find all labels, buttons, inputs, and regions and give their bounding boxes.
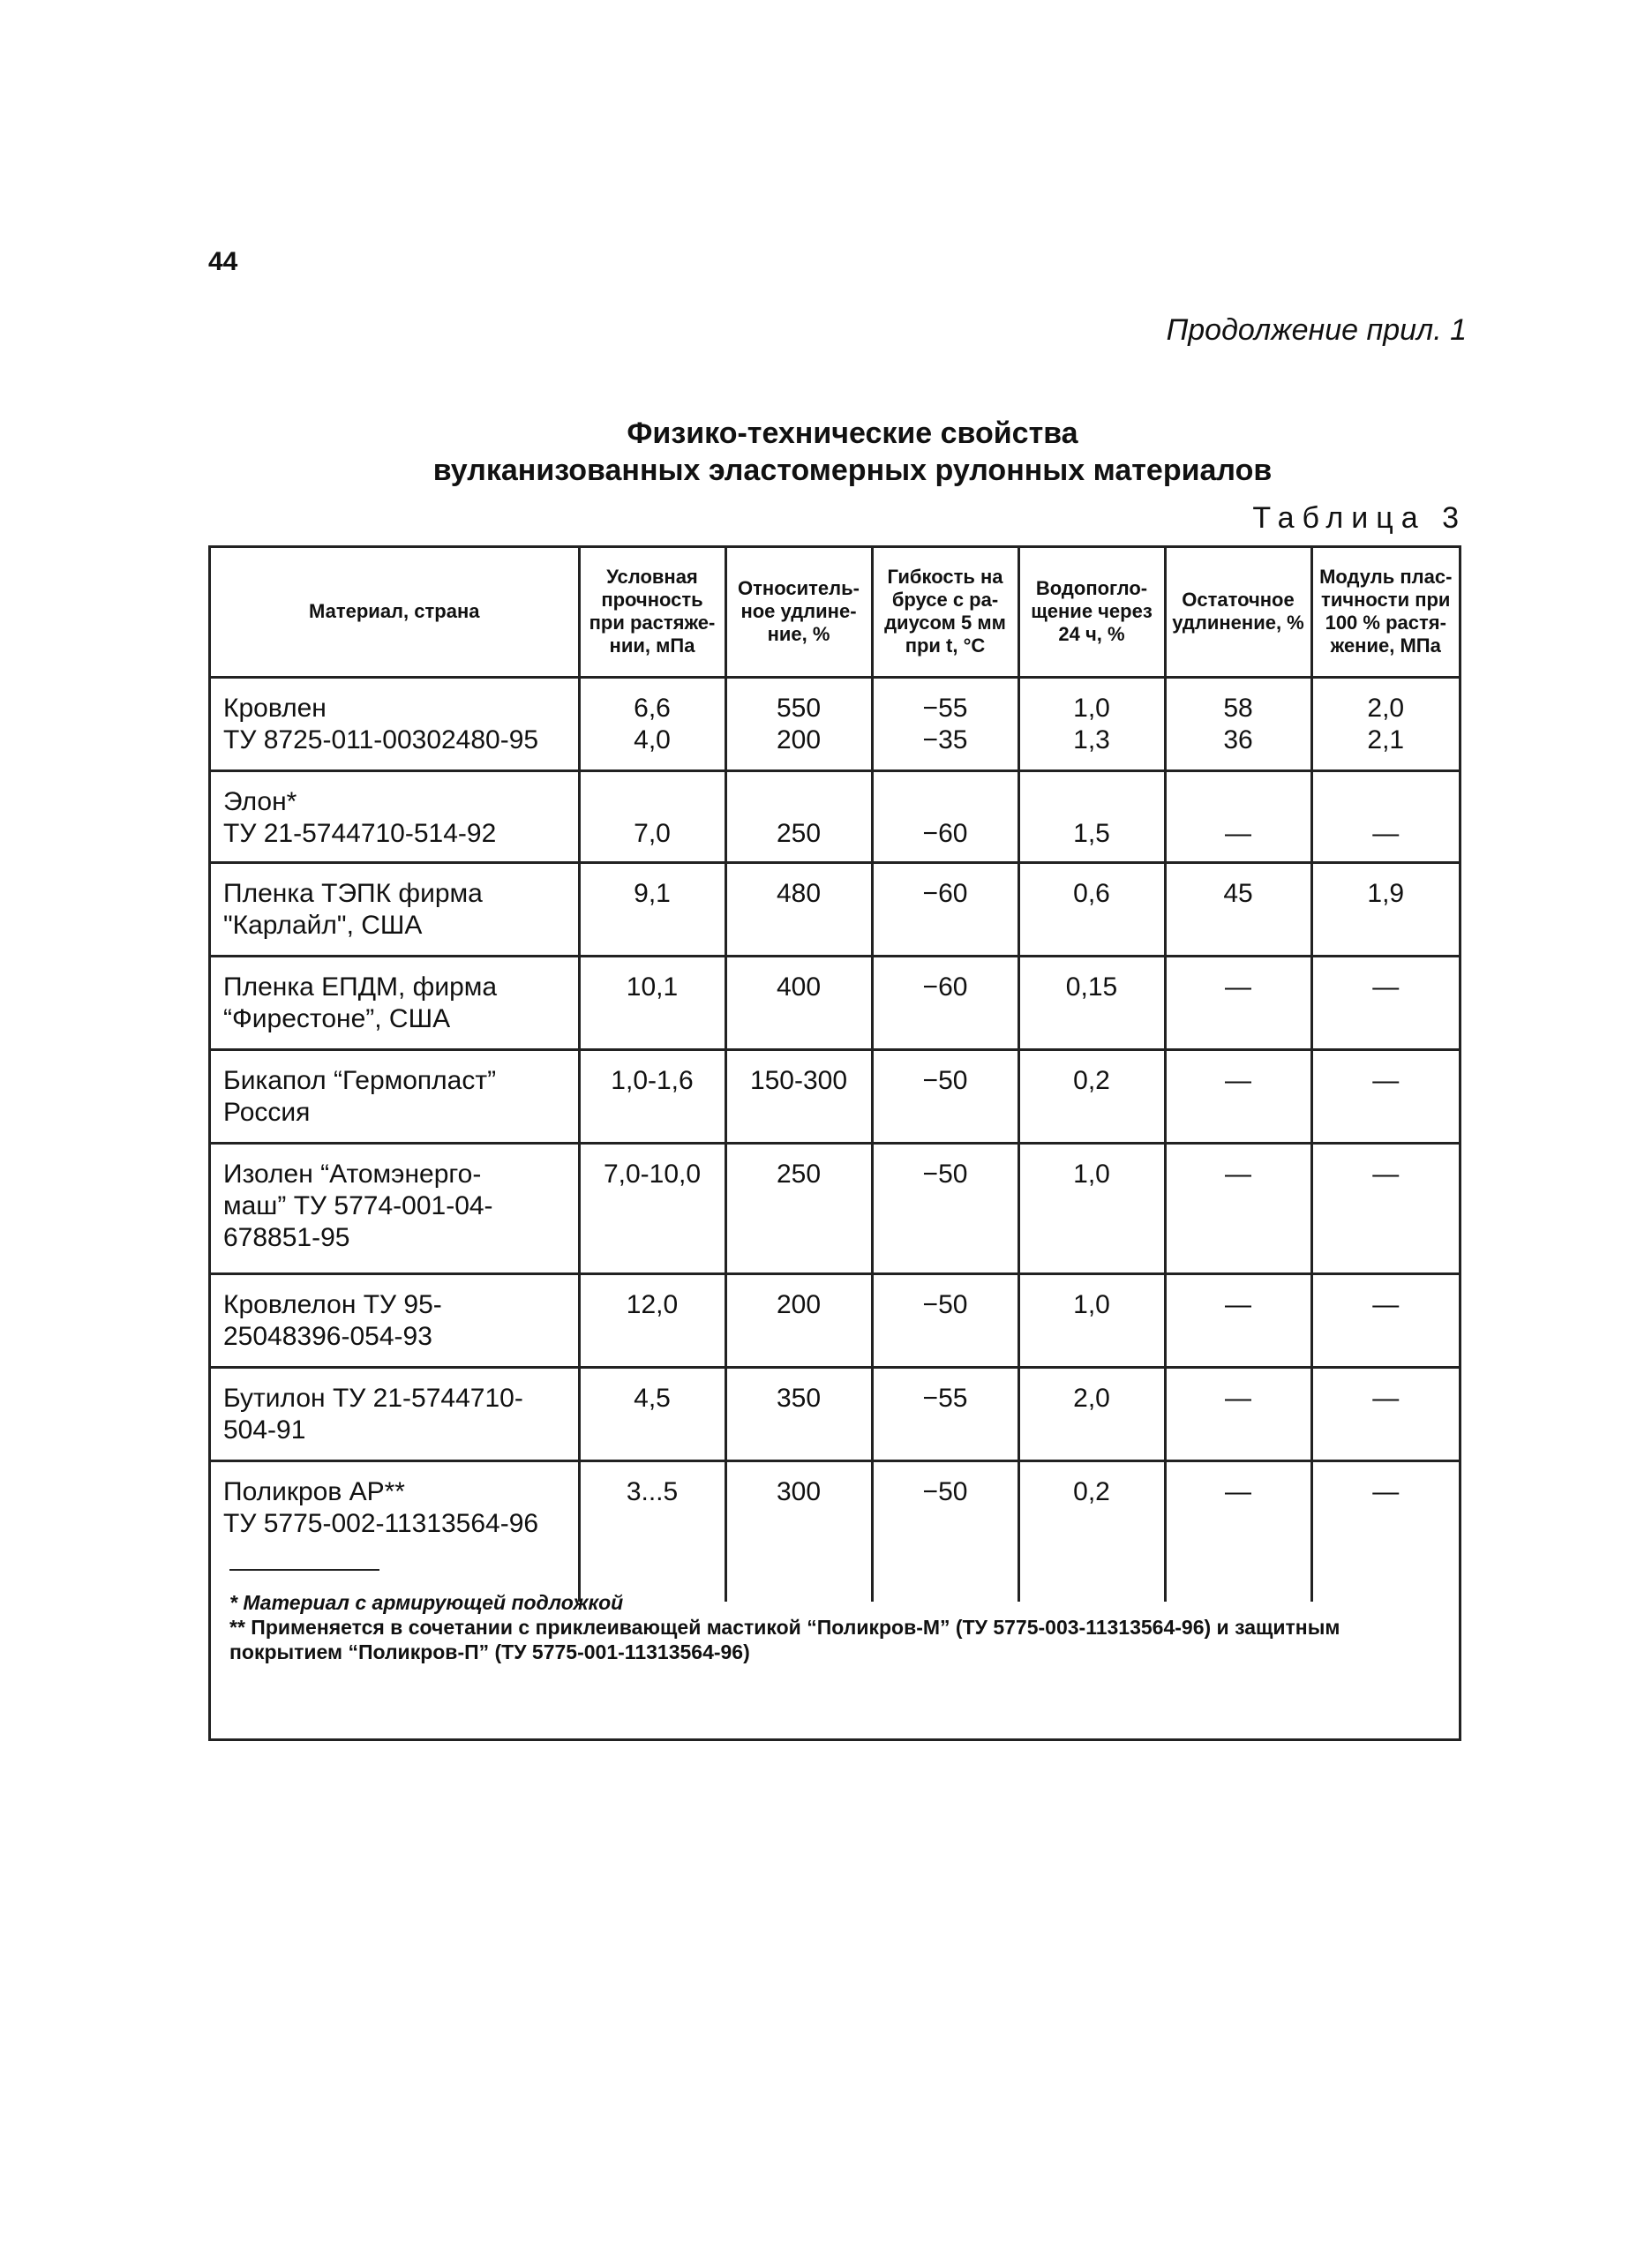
footnote-divider: [229, 1569, 379, 1571]
cell-material: [211, 1273, 579, 1367]
cell-line: 2,1: [1367, 724, 1405, 754]
cell-line: —: [1372, 1383, 1400, 1413]
cell-line: 3...5: [626, 1476, 679, 1506]
cell-residual: [1165, 770, 1311, 862]
cell-line: −55: [922, 1383, 968, 1413]
cell-line: —: [1225, 1476, 1251, 1506]
cell-material: [211, 1460, 579, 1602]
cell-flexibility: [872, 1143, 1018, 1273]
cell-residual: [1165, 862, 1311, 956]
cell-line: Изолен “Атомэнерго-: [223, 1159, 482, 1189]
cell-line: “Фирестоне”, США: [223, 1003, 451, 1033]
cell-elongation: [725, 770, 872, 862]
cell-absorption: [1018, 1460, 1165, 1602]
cell-line: [728, 786, 870, 818]
cell-flexibility: [872, 677, 1018, 770]
cell-line: Поликров АР**: [223, 1476, 405, 1506]
cell-line: 350: [776, 1383, 822, 1413]
table-row: [211, 1367, 1459, 1460]
cell-absorption: [1018, 1049, 1165, 1143]
cell-line: 480: [776, 878, 822, 908]
table-row: [211, 862, 1459, 956]
cell-line: ТУ 5775-002-11313564-96: [223, 1508, 539, 1538]
cell-absorption: [1018, 862, 1165, 956]
cell-line: 250: [776, 818, 822, 848]
cell-line: "Карлайл", США: [223, 910, 423, 940]
table-frame: [208, 545, 1461, 1741]
header-flexibility: Гибкость на брусе с ра-диусом 5 мм при t, °С: [872, 548, 1018, 677]
cell-line: [1168, 786, 1310, 818]
cell-line: −50: [922, 1159, 968, 1189]
cell-line: −55: [922, 693, 968, 723]
header-residual: Остаточное удлинение, %: [1165, 548, 1311, 677]
cell-line: −60: [922, 818, 968, 848]
continuation-label: Продолжение прил. 1: [1166, 313, 1467, 347]
cell-line: 7,0-10,0: [603, 1159, 702, 1189]
cell-elongation: [725, 1367, 872, 1460]
cell-line: 550: [776, 693, 822, 723]
footnote: ** Применяется в сочетании с приклеивающей мастикой “Поликров-М” (ТУ 5775-003-11313564-96) и защитным покрытием “Поликров-П” (ТУ 5775-001-11313564-96): [229, 1616, 1340, 1663]
cell-line: 12,0: [626, 1289, 679, 1319]
cell-line: ТУ 8725-011-00302480-95: [223, 724, 539, 754]
footnote: * Материал с армирующей подложкой: [229, 1591, 624, 1614]
cell-line: 6,6: [634, 693, 671, 723]
cell-line: Кровлелон ТУ 95-: [223, 1289, 442, 1319]
cell-line: 300: [776, 1476, 822, 1506]
cell-flexibility: [872, 770, 1018, 862]
cell-line: Пленка ТЭПК фирма: [223, 878, 483, 908]
cell-line: 10,1: [626, 972, 679, 1002]
cell-line: —: [1225, 972, 1251, 1002]
header-strength: Условная прочность при растяже-нии, мПа: [579, 548, 725, 677]
cell-line: 2,0: [1073, 1383, 1110, 1413]
cell-modulus: [1311, 1367, 1459, 1460]
table-row: [211, 1049, 1459, 1143]
footnotes: [229, 1590, 1456, 1664]
cell-line: Элон*: [223, 786, 297, 816]
cell-strength: [579, 677, 725, 770]
cell-modulus: [1311, 770, 1459, 862]
cell-line: −50: [922, 1289, 968, 1319]
cell-modulus: [1311, 1049, 1459, 1143]
cell-flexibility: [872, 1273, 1018, 1367]
cell-absorption: [1018, 1367, 1165, 1460]
cell-modulus: [1311, 862, 1459, 956]
header-absorption: Водопогло-щение через 24 ч, %: [1018, 548, 1165, 677]
cell-flexibility: [872, 862, 1018, 956]
cell-material: [211, 1049, 579, 1143]
title-line: Физико-технические свойства: [627, 417, 1078, 450]
cell-line: —: [1225, 1065, 1251, 1095]
cell-strength: [579, 956, 725, 1049]
cell-flexibility: [872, 956, 1018, 1049]
cell-line: 58: [1223, 693, 1253, 723]
table-row: [211, 770, 1459, 862]
cell-modulus: [1311, 1143, 1459, 1273]
cell-line: 2,0: [1367, 693, 1405, 723]
cell-line: 45: [1223, 878, 1253, 908]
cell-line: −35: [922, 724, 968, 754]
header-modulus: Модуль плас-тичности при 100 % растя-жение, МПа: [1311, 548, 1459, 677]
cell-line: 200: [776, 1289, 822, 1319]
properties-table: [211, 548, 1459, 1602]
cell-line: [582, 786, 724, 818]
cell-material: [211, 677, 579, 770]
cell-line: 9,1: [634, 878, 671, 908]
cell-line: 25048396-054-93: [223, 1321, 432, 1351]
cell-material: [211, 770, 579, 862]
cell-line: 1,5: [1073, 818, 1110, 848]
cell-residual: [1165, 956, 1311, 1049]
cell-elongation: [725, 956, 872, 1049]
cell-elongation: [725, 677, 872, 770]
title-line: вулканизованных эластомерных рулонных материалов: [432, 454, 1273, 487]
cell-strength: [579, 1460, 725, 1602]
cell-line: 1,3: [1073, 724, 1110, 754]
cell-line: Россия: [223, 1097, 311, 1127]
cell-elongation: [725, 1143, 872, 1273]
table-row: [211, 1460, 1459, 1602]
cell-line: 0,2: [1073, 1476, 1110, 1506]
cell-modulus: [1311, 1273, 1459, 1367]
cell-line: −50: [922, 1476, 968, 1506]
table-row: [211, 1143, 1459, 1273]
cell-line: [875, 786, 1017, 818]
cell-line: 1,9: [1367, 878, 1405, 908]
cell-material: [211, 956, 579, 1049]
cell-strength: [579, 1049, 725, 1143]
cell-line: 504-91: [223, 1415, 306, 1445]
cell-line: 4,5: [634, 1383, 671, 1413]
cell-line: 36: [1223, 724, 1253, 754]
cell-line: 1,0: [1073, 1159, 1110, 1189]
cell-line: —: [1372, 1065, 1400, 1095]
cell-material: [211, 1367, 579, 1460]
header-elongation: Относитель-ное удлине-ние, %: [725, 548, 872, 677]
cell-line: 1,0: [1073, 693, 1110, 723]
cell-absorption: [1018, 770, 1165, 862]
cell-line: 7,0: [634, 818, 671, 848]
cell-line: −60: [922, 878, 968, 908]
cell-elongation: [725, 1273, 872, 1367]
cell-absorption: [1018, 677, 1165, 770]
cell-absorption: [1018, 956, 1165, 1049]
cell-elongation: [725, 1460, 872, 1602]
cell-line: ТУ 21-5744710-514-92: [223, 818, 497, 848]
cell-line: −60: [922, 972, 968, 1002]
table-row: [211, 677, 1459, 770]
cell-line: Пленка ЕПДМ, фирма: [223, 972, 498, 1002]
cell-line: −50: [922, 1065, 968, 1095]
table-row: [211, 956, 1459, 1049]
cell-elongation: [725, 1049, 872, 1143]
cell-line: —: [1225, 1289, 1251, 1319]
table-row: [211, 1273, 1459, 1367]
cell-line: 1,0: [1073, 1289, 1110, 1319]
cell-residual: [1165, 1143, 1311, 1273]
cell-line: —: [1372, 1289, 1400, 1319]
cell-line: —: [1225, 1159, 1251, 1189]
cell-line: Бикапол “Гермопласт”: [223, 1065, 497, 1095]
cell-modulus: [1311, 956, 1459, 1049]
cell-residual: [1165, 1367, 1311, 1460]
cell-line: —: [1225, 818, 1251, 848]
cell-line: —: [1372, 972, 1400, 1002]
page-number: 44: [208, 247, 238, 276]
cell-line: Бутилон ТУ 21-5744710-: [223, 1383, 523, 1413]
header-material: Материал, страна: [211, 548, 579, 677]
cell-flexibility: [872, 1049, 1018, 1143]
cell-line: 0,6: [1073, 878, 1110, 908]
cell-residual: [1165, 1049, 1311, 1143]
cell-strength: [579, 1273, 725, 1367]
cell-modulus: [1311, 677, 1459, 770]
cell-residual: [1165, 1460, 1311, 1602]
cell-absorption: [1018, 1273, 1165, 1367]
table-label: Таблица 3: [1252, 501, 1467, 535]
cell-strength: [579, 862, 725, 956]
cell-residual: [1165, 1273, 1311, 1367]
cell-material: [211, 862, 579, 956]
cell-line: 250: [776, 1159, 822, 1189]
cell-line: 1,0-1,6: [611, 1065, 694, 1095]
cell-line: 0,15: [1065, 972, 1118, 1002]
cell-line: 4,0: [634, 724, 671, 754]
cell-line: —: [1372, 1476, 1400, 1506]
cell-modulus: [1311, 1460, 1459, 1602]
cell-line: —: [1225, 1383, 1251, 1413]
table-header-row: [211, 548, 1459, 677]
cell-strength: [579, 770, 725, 862]
cell-elongation: [725, 862, 872, 956]
cell-flexibility: [872, 1367, 1018, 1460]
cell-line: [1021, 786, 1163, 818]
cell-strength: [579, 1143, 725, 1273]
cell-line: 200: [776, 724, 822, 754]
cell-absorption: [1018, 1143, 1165, 1273]
cell-line: 0,2: [1073, 1065, 1110, 1095]
cell-strength: [579, 1367, 725, 1460]
cell-line: 400: [776, 972, 822, 1002]
cell-line: —: [1372, 818, 1400, 848]
cell-residual: [1165, 677, 1311, 770]
cell-line: —: [1372, 1159, 1400, 1189]
cell-line: [1314, 786, 1459, 818]
cell-line: Кровлен: [223, 693, 327, 723]
cell-material: [211, 1143, 579, 1273]
cell-line: 150-300: [749, 1065, 848, 1095]
cell-line: маш” ТУ 5774-001-04-: [223, 1190, 493, 1220]
cell-line: 678851-95: [223, 1222, 350, 1252]
document-title: [0, 415, 1652, 489]
cell-flexibility: [872, 1460, 1018, 1602]
